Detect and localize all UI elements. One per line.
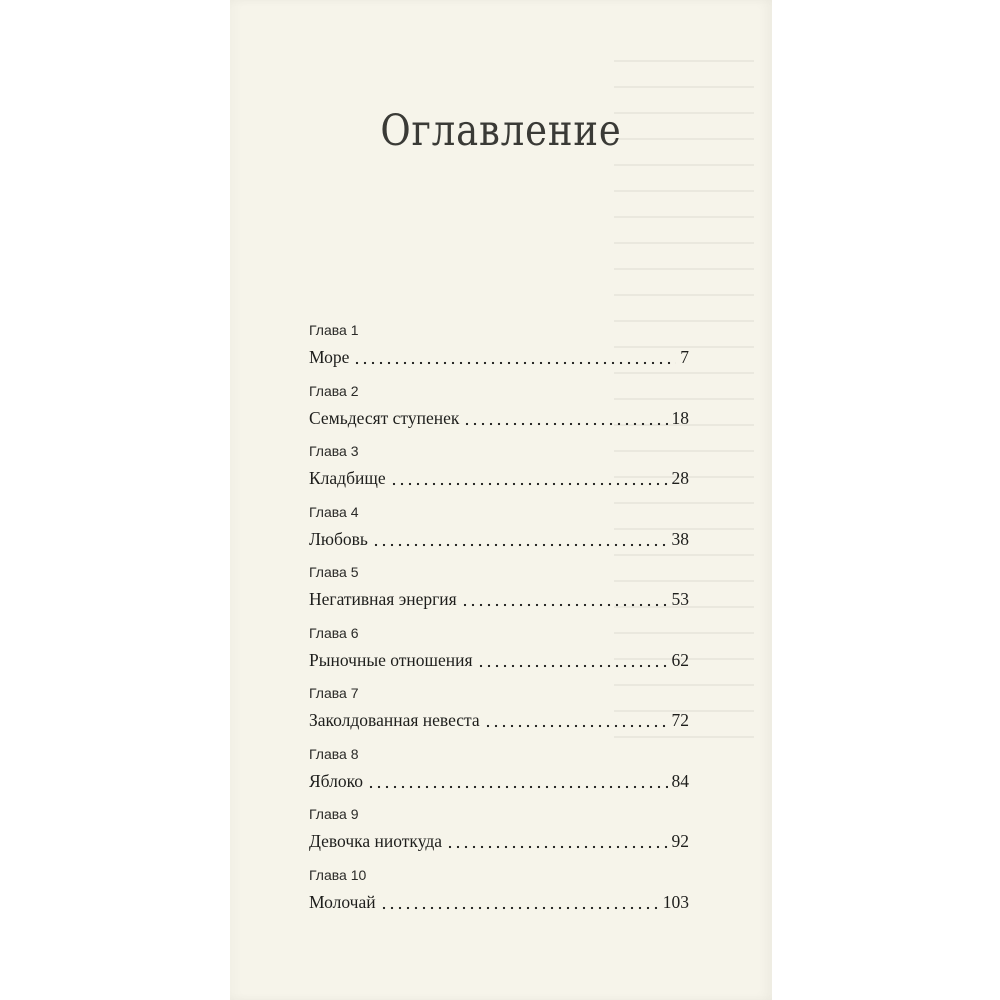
page-number: 7 [680,347,689,367]
chapter-title: Море [309,347,350,367]
chapter-number: Глава 5 [309,564,359,580]
chapter-title: Рыночные отношения [309,649,473,670]
chapter-number: Глава 9 [309,806,359,822]
table-of-contents [309,318,689,923]
toc-line [309,403,689,433]
toc-entry [309,621,689,682]
toc-line [309,463,689,493]
page-number: 28 [671,468,689,488]
chapter-title: Девочка ниоткуда [309,831,443,851]
toc-entry [309,500,689,561]
toc-entry [309,802,689,863]
dot-leader [446,844,667,850]
dot-leader [372,542,668,548]
chapter-title: Заколдованная невеста [309,710,480,730]
chapter-title: Любовь [309,528,368,549]
chapter-title: Яблоко [309,770,363,791]
toc-entry [309,560,689,621]
chapter-number: Глава 8 [309,745,359,762]
toc-entry [309,318,689,379]
chapter-number: Глава 3 [309,443,359,459]
page-number: 72 [671,710,689,730]
toc-entry [309,742,689,803]
toc-entry [309,863,689,924]
chapter-number: Глава 10 [309,866,367,883]
dot-leader [367,784,668,790]
chapter-number: Глава 1 [309,322,359,338]
book-page [230,0,772,1000]
chapter-title: Молочай [309,891,376,912]
page-number: 18 [671,407,689,428]
toc-line [309,887,689,917]
toc-line [309,645,689,675]
toc-line [309,584,689,614]
dot-leader [463,421,667,427]
dot-leader [477,663,668,669]
toc-line [309,705,689,735]
page-number: 92 [671,831,689,851]
page-title: Оглавление [380,106,622,156]
toc-line [309,826,689,856]
chapter-number: Глава 6 [309,624,359,641]
page-number: 62 [671,649,689,670]
toc-entry [309,439,689,500]
dot-leader [353,360,676,366]
dot-leader [380,905,659,911]
dot-leader [461,602,668,608]
toc-line [309,524,689,554]
page-number: 53 [671,589,689,609]
chapter-number: Глава 4 [309,503,359,520]
dot-leader [390,481,668,487]
page-number: 103 [662,891,689,912]
chapter-title: Кладбище [309,468,386,488]
toc-entry [309,681,689,742]
chapter-number: Глава 2 [309,382,359,399]
chapter-title: Негативная энергия [309,589,457,609]
toc-line [309,766,689,796]
toc-line [309,342,689,372]
page-number: 38 [671,528,689,549]
page-number: 84 [671,770,689,791]
chapter-title: Семьдесят ступенек [309,407,460,428]
toc-entry [309,379,689,440]
chapter-number: Глава 7 [309,685,359,701]
dot-leader [484,723,668,729]
